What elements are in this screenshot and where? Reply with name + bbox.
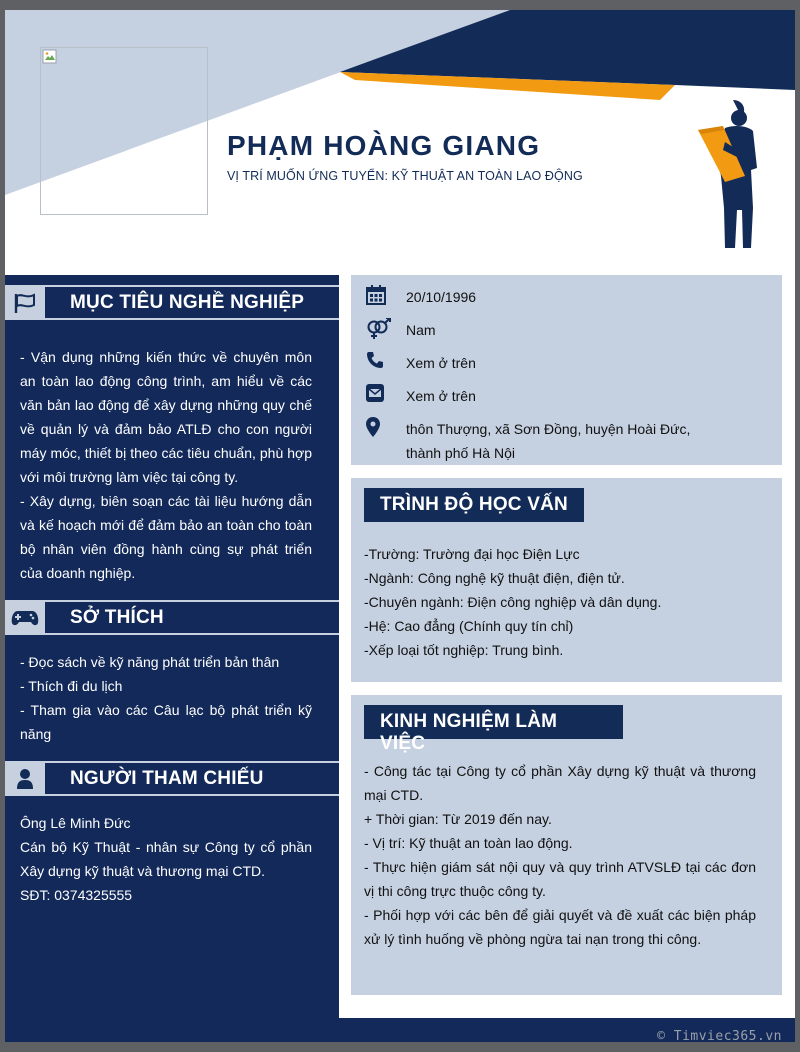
- contact-phone: Xem ở trên: [366, 351, 696, 375]
- reference-phone: SĐT: 0374325555: [20, 887, 133, 903]
- objective-paragraph: - Vận dụng những kiến thức về chuyên môn an toàn lao động công trình, am hiểu về các văn bản lao động để xây dựng những quy chế về quản lý và đảm bảo ATLĐ cho con người máy móc, thiết bị theo các tiêu chuẩn, phù hợp với môi trường làm việc tại công ty.: [20, 349, 312, 485]
- address-line: thành phố Hà Nội: [406, 445, 515, 461]
- contact-email: Xem ở trên: [366, 384, 696, 408]
- experience-item: + Thời gian: Từ 2019 đến nay.: [364, 811, 552, 827]
- reference-text: [20, 811, 312, 907]
- contact-gender: Nam: [366, 318, 696, 342]
- construction-worker-icon: [695, 98, 765, 253]
- objective-header: [5, 285, 339, 320]
- flag-icon: [13, 292, 37, 314]
- education-box: [351, 478, 782, 682]
- reference-role: Cán bộ Kỹ Thuật - nhân sự Công ty cổ phần Xây dựng kỹ thuật và thương mại CTD.: [20, 839, 312, 879]
- objective-text: [20, 345, 312, 585]
- education-item: -Hệ: Cao đẳng (Chính quy tín chỉ): [364, 618, 574, 634]
- person-icon: [16, 768, 34, 790]
- education-title: TRÌNH ĐỘ HỌC VẤN: [364, 488, 584, 522]
- envelope-icon: [366, 384, 384, 402]
- contact-address: [366, 417, 696, 465]
- experience-list: [364, 759, 756, 951]
- hobbies-header: [5, 600, 339, 635]
- objective-paragraph: - Xây dựng, biên soạn các tài liệu hướng dẫn và kế hoạch mới để đảm bảo an toàn cho toàn bộ nhân viên đồng hành cùng sự phát triển của doanh nghiệp.: [20, 493, 312, 581]
- experience-item: - Công tác tại Công ty cổ phần Xây dựng kỹ thuật và thương mại CTD.: [364, 763, 756, 803]
- hobby-item: - Đọc sách về kỹ năng phát triển bản thân: [20, 654, 280, 670]
- hobby-item: - Tham gia vào các Câu lạc bộ phát triển kỹ năng: [20, 702, 312, 742]
- hobbies-list: [20, 650, 312, 746]
- reference-title: NGƯỜI THAM CHIẾU: [70, 768, 264, 789]
- experience-item: - Phối hợp với các bên để giải quyết và đề xuất các biện pháp xử lý tình huống về phòng ngừa tai nạn trong thi công.: [364, 907, 756, 947]
- gender-icon: [366, 318, 392, 340]
- address-line: thôn Thượng, xã Sơn Đồng, huyện Hoài Đức,: [406, 421, 691, 437]
- hobby-item: - Thích đi du lịch: [20, 678, 123, 694]
- experience-box: [351, 695, 782, 995]
- left-column: [5, 275, 339, 1042]
- experience-title: KINH NGHIỆM LÀM VIỆC: [364, 705, 623, 739]
- hobbies-title: SỞ THÍCH: [70, 607, 164, 628]
- phone-icon: [366, 351, 384, 369]
- gamepad-icon: [11, 609, 39, 627]
- broken-image-icon: [42, 49, 58, 65]
- map-pin-icon: [366, 417, 380, 437]
- education-item: -Ngành: Công nghệ kỹ thuật điện, điện tử.: [364, 570, 625, 586]
- education-item: -Xếp loại tốt nghiệp: Trung bình.: [364, 642, 564, 658]
- contact-box: [351, 275, 782, 465]
- objective-title: MỤC TIÊU NGHỀ NGHIỆP: [70, 292, 305, 313]
- contact-dob: 20/10/1996: [366, 285, 696, 309]
- cv-page: [5, 10, 795, 1042]
- experience-item: - Vị trí: Kỹ thuật an toàn lao động.: [364, 835, 573, 851]
- candidate-name: PHẠM HOÀNG GIANG: [227, 130, 541, 161]
- education-item: -Trường: Trường đại học Điện Lực: [364, 546, 580, 562]
- reference-name: Ông Lê Minh Đức: [20, 815, 131, 831]
- experience-item: - Thực hiện giám sát nội quy và quy trình ATVSLĐ tại các đơn vị thi công trực thuộc công ty.: [364, 859, 756, 899]
- desired-position: VỊ TRÍ MUỐN ỨNG TUYỂN: KỸ THUẬT AN TOÀN LAO ĐỘNG: [227, 169, 583, 183]
- education-item: -Chuyên ngành: Điện công nghiệp và dân dụng.: [364, 594, 662, 610]
- education-list: [364, 542, 756, 662]
- reference-header: [5, 761, 339, 796]
- profile-photo: [40, 47, 208, 215]
- watermark: © Timviec365.vn: [657, 1029, 782, 1044]
- calendar-icon: [366, 285, 386, 305]
